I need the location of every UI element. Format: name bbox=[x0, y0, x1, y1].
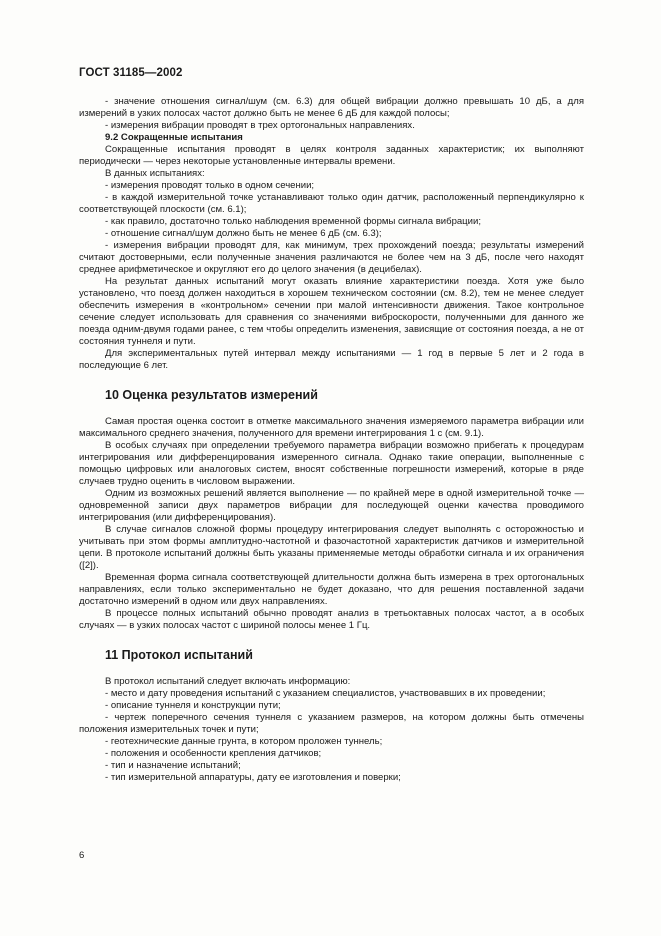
list-item: - измерения вибрации проводят для, как минимум, трех прохождений поезда; результаты измерений считают достоверными, если полученные значения различаются не более чем на 3 дБ, после чего находят среднее арифметическое и округляют его до целого значения (в децибелах). bbox=[79, 240, 584, 275]
section-heading-11: 11 Протокол испытаний bbox=[105, 648, 253, 662]
section-heading-10: 10 Оценка результатов измерений bbox=[105, 388, 318, 402]
list-item: - чертеж поперечного сечения туннеля с указанием размеров, на котором должны быть отмечены положения измерительных точек и пути; bbox=[79, 712, 584, 735]
list-item: - в каждой измерительной точке устанавливают только один датчик, расположенный перпендикулярно к соответствующей плоскости (см. 6.1); bbox=[79, 192, 584, 215]
list-item: - описание туннеля и конструкции пути; bbox=[105, 700, 281, 711]
paragraph: В случае сигналов сложной формы процедуру интегрирования следует выполнять с осторожностью и учитывать при этом формы амплитудно-частотной и фазочастотной характеристик датчиков и измерительной цепи. В протоколе испытаний должны быть указаны применяемые методы обработки сигнала и их ограничения ([2]). bbox=[79, 524, 584, 571]
list-item: - место и дату проведения испытаний с указанием специалистов, участвовавших в их проведении; bbox=[105, 688, 546, 699]
list-item: - как правило, достаточно только наблюдения временной формы сигнала вибрации; bbox=[105, 216, 481, 227]
list-item: - положения и особенности крепления датчиков; bbox=[105, 748, 322, 759]
page-number: 6 bbox=[79, 850, 85, 861]
document-header: ГОСТ 31185—2002 bbox=[79, 67, 183, 79]
subsection-heading-9-2: 9.2 Сокращенные испытания bbox=[105, 132, 243, 143]
list-item: - тип измерительной аппаратуры, дату ее изготовления и поверки; bbox=[105, 772, 401, 783]
paragraph: Самая простая оценка состоит в отметке максимального значения измеряемого параметра вибрации или максимального среднего значения, полученного для времени интегрирования 1 с (см. 9.1). bbox=[79, 416, 584, 439]
list-item: - отношение сигнал/шум должно быть не менее 6 дБ (см. 6.3); bbox=[105, 228, 382, 239]
paragraph: - измерения вибрации проводят в трех ортогональных направлениях. bbox=[105, 120, 415, 131]
paragraph: Временная форма сигнала соответствующей длительности должна быть измерена в трех ортогональных направлениях, если только экспериментально не будет доказано, что для решения поставленной задачи достаточно измерений в одном или двух направлениях. bbox=[79, 572, 584, 607]
paragraph: В особых случаях при определении требуемого параметра вибрации возможно прибегать к процедурам интегрирования или дифференцирования измеренного сигнала. Однако такие операции, выполненные с помощью цифровых или аналоговых систем, вносят собственные погрешности измерений, которые в ряде случаев трудно оценить в числовом выражении. bbox=[79, 440, 584, 487]
paragraph: Одним из возможных решений является выполнение — по крайней мере в одной измерительной точке — одновременной записи двух параметров вибрации для последующей оценки качества проводимого интегрирования (или дифференцирования). bbox=[79, 488, 584, 523]
paragraph: Сокращенные испытания проводят в целях контроля заданных характеристик; их выполняют периодически — через некоторые установленные интервалы времени. bbox=[79, 144, 584, 167]
list-item: - геотехнические данные грунта, в котором проложен туннель; bbox=[105, 736, 383, 747]
document-body bbox=[79, 96, 584, 784]
paragraph: Для экспериментальных путей интервал между испытаниями — 1 год в первые 5 лет и 2 года в последующие 6 лет. bbox=[79, 348, 584, 371]
paragraph: В данных испытаниях: bbox=[105, 168, 205, 179]
list-item: - тип и назначение испытаний; bbox=[105, 760, 241, 771]
paragraph: На результат данных испытаний могут оказать влияние характеристики поезда. Хотя уже было установлено, что поезд должен находиться в хорошем техническом состоянии (см. 8.2), тем не менее следует обеспечить измерения в «контрольном» сечении при малой интенсивности движения. Такое контрольное сечение следует использовать для сравнения со значениями виброскорости, полученными для данного же поезда одним-двумя годами ранее, с тем чтобы определить изменения, зависящие от состояния поезда, а не от состояния туннеля и пути. bbox=[79, 276, 584, 347]
paragraph: В протокол испытаний следует включать информацию: bbox=[105, 676, 351, 687]
list-item: - измерения проводят только в одном сечении; bbox=[105, 180, 315, 191]
paragraph: - значение отношения сигнал/шум (см. 6.3) для общей вибрации должно превышать 10 дБ, а для измерений в узких полосах частот должно быть не менее 6 дБ для каждой полосы; bbox=[79, 96, 584, 119]
paragraph: В процессе полных испытаний обычно проводят анализ в третьоктавных полосах частот, а в особых случаях — в узких полосах частот с шириной полосы менее 1 Гц. bbox=[79, 608, 584, 631]
